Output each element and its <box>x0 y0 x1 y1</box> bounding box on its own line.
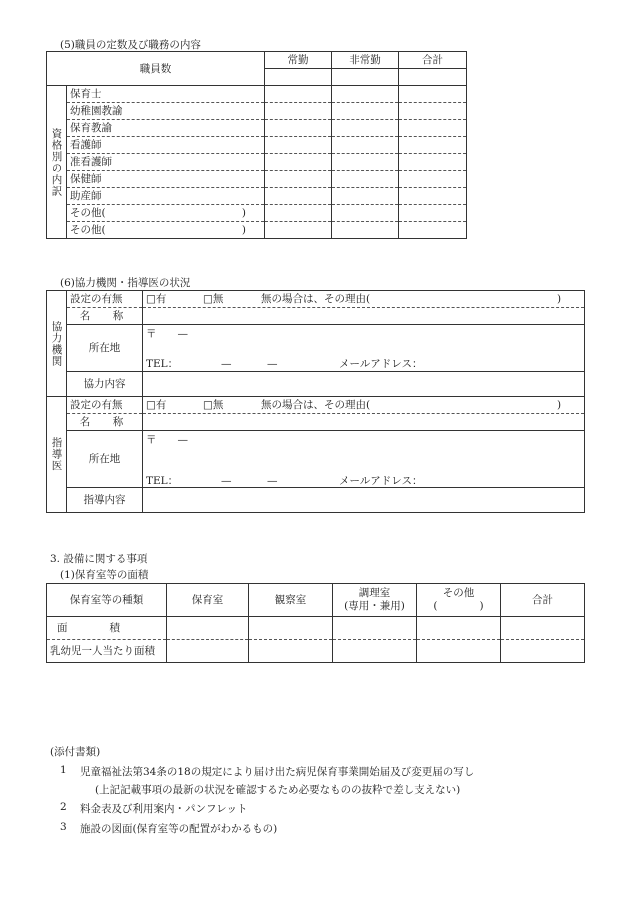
section3-subtitle: (1)保育室等の面積 <box>60 569 149 581</box>
tel-dash-1: — <box>221 475 232 487</box>
mail-label: メールアドレス： <box>339 358 423 370</box>
input-cell[interactable] <box>265 171 332 188</box>
address-label: 所在地 <box>67 325 143 372</box>
address-cell[interactable] <box>143 431 585 488</box>
cooperation-table <box>46 290 585 513</box>
attachment-text: 料金表及び利用案内・パンフレット <box>80 803 248 815</box>
input-cell[interactable] <box>265 120 332 137</box>
col-parttime: 非常勤 <box>332 52 399 69</box>
input-cell[interactable] <box>167 640 249 663</box>
kyoryoku-group-label: 協力機関 <box>47 291 67 397</box>
input-cell[interactable] <box>399 188 467 205</box>
name-input[interactable] <box>143 414 585 431</box>
postal-mark: 〒 — <box>146 328 188 340</box>
input-cell[interactable] <box>501 640 585 663</box>
input-cell[interactable] <box>332 86 399 103</box>
input-cell[interactable] <box>417 640 501 663</box>
row-per-child-label: 乳幼児一人当たり面積 <box>47 640 167 663</box>
row-label: 保健師 <box>67 171 265 188</box>
tel-dash-2: — <box>267 475 278 487</box>
staff-table <box>46 51 467 239</box>
section3-heading: 3. 設備に関する事項 <box>50 553 148 565</box>
setting-label: 設定の有無 <box>67 291 143 308</box>
content-input[interactable] <box>143 372 585 397</box>
total-parttime-cell[interactable] <box>332 69 399 86</box>
input-cell[interactable] <box>249 617 333 640</box>
other-note: ( ) <box>433 600 484 612</box>
qualification-group-label: 資格別の内訳 <box>47 86 67 239</box>
col-childcare-room: 保育室 <box>167 584 249 617</box>
option-yes[interactable]: □有 <box>146 399 167 411</box>
input-cell[interactable] <box>332 205 399 222</box>
other-label: その他 <box>442 587 475 599</box>
input-cell[interactable] <box>399 120 467 137</box>
row-label: 助産師 <box>67 188 265 205</box>
content-input[interactable] <box>143 488 585 513</box>
col-kitchen <box>333 584 417 617</box>
input-cell[interactable] <box>265 86 332 103</box>
input-cell[interactable] <box>399 86 467 103</box>
input-cell[interactable] <box>265 205 332 222</box>
postal-mark: 〒 — <box>146 434 188 446</box>
attachment-num: 1 <box>60 764 67 776</box>
input-cell[interactable] <box>265 154 332 171</box>
setting-row <box>143 291 585 308</box>
other-label: その他( <box>70 224 106 236</box>
option-yes[interactable]: □有 <box>146 293 167 305</box>
option-no[interactable]: □無 <box>203 293 224 305</box>
total-fulltime-cell[interactable] <box>265 69 332 86</box>
input-cell[interactable] <box>265 188 332 205</box>
name-label: 名 称 <box>67 414 143 431</box>
input-cell[interactable] <box>399 205 467 222</box>
input-cell[interactable] <box>399 222 467 239</box>
input-cell[interactable] <box>332 137 399 154</box>
address-label: 所在地 <box>67 431 143 488</box>
reason-close: ) <box>557 293 562 305</box>
row-label: 保育士 <box>67 86 265 103</box>
row-label: 看護師 <box>67 137 265 154</box>
attachment-num: 2 <box>60 801 67 813</box>
input-cell[interactable] <box>333 640 417 663</box>
setting-row <box>143 397 585 414</box>
input-cell[interactable] <box>332 222 399 239</box>
row-label: 幼稚園教諭 <box>67 103 265 120</box>
reason-text: 無の場合は、その理由( <box>261 293 371 305</box>
tel-dash-2: — <box>267 358 278 370</box>
input-cell[interactable] <box>249 640 333 663</box>
input-cell[interactable] <box>265 222 332 239</box>
row-area-label: 面 積 <box>47 617 167 640</box>
col-total: 合計 <box>399 52 467 69</box>
close-paren: ) <box>241 224 246 236</box>
input-cell[interactable] <box>399 154 467 171</box>
col-observation-room: 観察室 <box>249 584 333 617</box>
col-other <box>417 584 501 617</box>
input-cell[interactable] <box>399 103 467 120</box>
address-cell[interactable] <box>143 325 585 372</box>
input-cell[interactable] <box>399 137 467 154</box>
input-cell[interactable] <box>332 188 399 205</box>
row-label: 准看護師 <box>67 154 265 171</box>
col-total: 合計 <box>501 584 585 617</box>
row-label-other <box>67 222 265 239</box>
attachment-note: (上記記載事項の最新の状況を確認するため必要なものの抜粋で差し支えない) <box>95 784 461 796</box>
close-paren: ) <box>241 207 246 219</box>
col-room-type: 保育室等の種類 <box>47 584 167 617</box>
input-cell[interactable] <box>265 137 332 154</box>
attachment-text: 児童福祉法第34条の18の規定により届け出た病児保育事業開始届及び変更届の写し <box>80 766 475 778</box>
total-total-cell[interactable] <box>399 69 467 86</box>
input-cell[interactable] <box>265 103 332 120</box>
input-cell[interactable] <box>332 154 399 171</box>
input-cell[interactable] <box>417 617 501 640</box>
reason-text: 無の場合は、その理由( <box>261 399 371 411</box>
shidoui-group-label: 指導医 <box>47 397 67 513</box>
input-cell[interactable] <box>501 617 585 640</box>
attachments-title: (添付書類) <box>50 746 101 758</box>
section6-title: (6)協力機関・指導医の状況 <box>60 277 191 289</box>
kitchen-note: (専用・兼用) <box>344 600 405 612</box>
attachment-num: 3 <box>60 821 67 833</box>
content-label: 協力内容 <box>67 372 143 397</box>
input-cell[interactable] <box>332 103 399 120</box>
input-cell[interactable] <box>332 171 399 188</box>
row-label: 保育教諭 <box>67 120 265 137</box>
row-label-other <box>67 205 265 222</box>
reason-close: ) <box>557 399 562 411</box>
input-cell[interactable] <box>333 617 417 640</box>
kitchen-label: 調理室 <box>358 587 391 599</box>
input-cell[interactable] <box>332 120 399 137</box>
room-area-table <box>46 583 585 663</box>
name-input[interactable] <box>143 308 585 325</box>
setting-label: 設定の有無 <box>67 397 143 414</box>
input-cell[interactable] <box>167 617 249 640</box>
staff-count-label: 職員数 <box>47 52 265 86</box>
tel-label: TEL： <box>146 475 179 487</box>
option-no[interactable]: □無 <box>203 399 224 411</box>
content-label: 指導内容 <box>67 488 143 513</box>
input-cell[interactable] <box>399 171 467 188</box>
section5-title: (5)職員の定数及び職務の内容 <box>60 39 201 51</box>
col-fulltime: 常勤 <box>265 52 332 69</box>
tel-label: TEL： <box>146 358 179 370</box>
attachment-text: 施設の図面(保育室等の配置がわかるもの) <box>80 823 278 835</box>
mail-label: メールアドレス： <box>339 475 423 487</box>
name-label: 名 称 <box>67 308 143 325</box>
other-label: その他( <box>70 207 106 219</box>
tel-dash-1: — <box>221 358 232 370</box>
